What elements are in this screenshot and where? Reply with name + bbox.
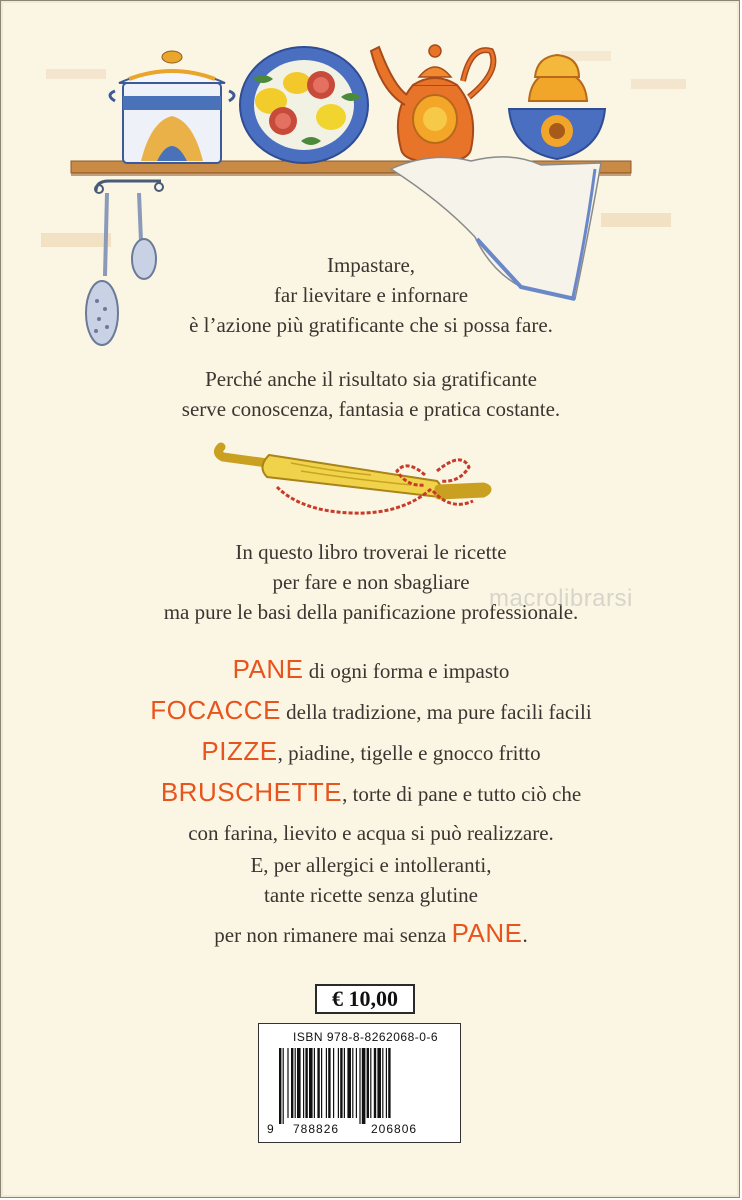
barcode-bar	[309, 1048, 313, 1118]
barcode-bar	[356, 1048, 357, 1118]
barcode-bar	[370, 1048, 371, 1118]
closing-line: tante ricette senza glutine	[264, 883, 478, 907]
book-line: ma pure le basi della panificazione professionale.	[163, 600, 579, 624]
feature-pizze	[1, 732, 741, 773]
feature-pane-text: di ogni forma e impasto	[303, 659, 510, 683]
feature-focacce	[1, 691, 741, 732]
barcode-bar	[279, 1048, 281, 1124]
barcode-bar	[303, 1048, 304, 1118]
barcode-bar	[374, 1048, 376, 1118]
barcode-bar	[317, 1048, 319, 1118]
barcode-bar	[352, 1048, 353, 1118]
second-line: serve conoscenza, fantasia e pratica costante.	[181, 397, 561, 421]
barcode-bar	[338, 1048, 339, 1118]
highlight-bruschette: BRUSCHETTE	[160, 777, 343, 807]
barcode-bar	[287, 1048, 288, 1118]
barcode-bar	[295, 1048, 296, 1118]
barcode-left-digits: 788826	[293, 1122, 340, 1136]
rolling-pin-illustration	[211, 431, 501, 526]
highlight-pane-closing: PANE	[451, 918, 523, 948]
barcode-bars	[279, 1048, 443, 1124]
intro-paragraph	[1, 250, 741, 340]
second-paragraph	[1, 364, 741, 424]
closing-paragraph	[1, 850, 741, 950]
barcode-first-digit: 9	[267, 1122, 275, 1136]
barcode-bar	[297, 1048, 301, 1118]
closing-line: E, per allergici e intolleranti,	[250, 853, 492, 877]
barcode-bar	[305, 1048, 307, 1118]
barcode-bar	[377, 1048, 381, 1118]
intro-line: Impastare,	[326, 253, 416, 277]
highlight-focacce: FOCACCE	[150, 695, 281, 725]
features-list	[1, 650, 741, 853]
barcode-bar	[347, 1048, 351, 1118]
barcode-bar	[314, 1048, 315, 1118]
isbn-text: ISBN 978-8-8262068-0-6	[293, 1030, 439, 1044]
closing-line	[1, 918, 741, 950]
closing-line3-text: per non rimanere mai senza	[214, 923, 452, 947]
feature-bruschette	[1, 773, 741, 814]
barcode-bar	[388, 1048, 390, 1118]
intro-line: è l’azione più gratificante che si possa fare.	[189, 313, 553, 337]
feature-last-line: con farina, lievito e acqua si può realizzare.	[188, 821, 554, 845]
barcode-bar	[333, 1048, 334, 1118]
barcode-bar	[367, 1048, 369, 1118]
book-line: In questo libro troverai le ricette	[235, 540, 507, 564]
feature-bruschette-text: , torte di pane e tutto ciò che	[342, 782, 582, 806]
barcode-bar	[382, 1048, 383, 1118]
barcode-bar	[326, 1048, 327, 1118]
book-line: per fare e non sbagliare	[272, 570, 470, 594]
watermark: macrolibrarsi	[489, 585, 633, 612]
highlight-pizze: PIZZE	[201, 736, 278, 766]
barcode-bar	[340, 1048, 342, 1118]
barcode-bar	[283, 1048, 284, 1124]
barcode-bar	[291, 1048, 293, 1118]
barcode-bar	[362, 1048, 366, 1124]
barcode-right-digits: 206806	[371, 1122, 418, 1136]
book-paragraph	[1, 537, 741, 627]
barcode-bar	[344, 1048, 345, 1118]
feature-pizze-text: , piadine, tigelle e gnocco fritto	[277, 741, 541, 765]
closing-line3-end: .	[522, 923, 528, 947]
feature-pane	[1, 650, 741, 691]
second-line: Perché anche il risultato sia gratificante	[205, 367, 537, 391]
intro-line: far lievitare e infornare	[273, 283, 469, 307]
barcode-bar	[328, 1048, 330, 1118]
barcode	[258, 1023, 461, 1143]
barcode-bar	[321, 1048, 322, 1118]
price-tag: € 10,00	[315, 984, 415, 1014]
barcode-bar	[386, 1048, 387, 1118]
barcode-bar	[359, 1048, 360, 1124]
feature-focacce-text: della tradizione, ma pure facili facili	[280, 700, 592, 724]
highlight-pane: PANE	[232, 654, 304, 684]
